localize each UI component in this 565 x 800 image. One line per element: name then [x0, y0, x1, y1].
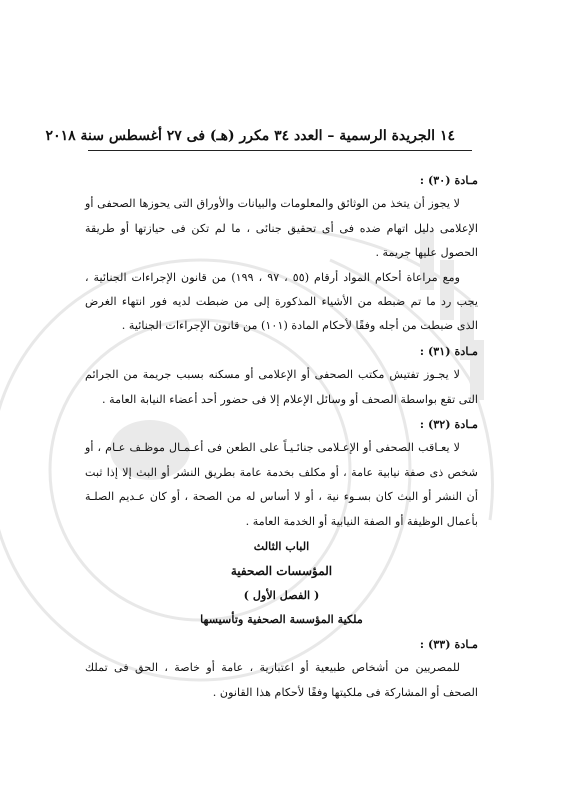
- article-33-paragraph: للمصريين من أشخاص طبيعية أو اعتبارية ، عامة أو خاصة ، الحق فى تملك الصحف أو المشاركة فى ملكيتها وفقًا لأحكام هذا القانون .: [85, 661, 478, 699]
- article-31-paragraph: لا يجـوز تفتيش مكتب الصحفى أو الإعلامى أو مسكنه بسبب جريمة من الجرائم التى تقع بواسطة الصحف أو وسائل الإعلام إلا فى حضور أحد أعضاء النيابة العامة .: [85, 368, 478, 406]
- article-heading-33: مـادة (٣٣) :: [419, 636, 478, 651]
- article-heading-30: مـادة (٣٠) :: [419, 173, 478, 187]
- chapter-subtitle: ملكية المؤسسة الصحفية وتأسيسها: [200, 612, 363, 627]
- header-rule: [88, 150, 472, 151]
- article-heading-32: مـادة (٣٢) :: [419, 417, 478, 432]
- chapter-title: ( الفصل الأول ): [243, 587, 320, 602]
- article-30-paragraph-2: ومع مراعاة أحكام المواد أرقام (٥٥ ، ٩٧ ، ١٩٩) من قانون الإجراءات الجنائية ، يجب رد ما تم ضبطه من الأشياء المذكورة إلى من ضبطت لديه فور انتهاء الغرض الذى ضبطت من أجله وفقًا لأحكام المادة (١٠١) من قانون الإجراءات الجنائية .: [85, 270, 478, 333]
- part-title: الباب الثالث: [253, 539, 310, 554]
- article-heading-31: مـادة (٣١) :: [419, 343, 478, 358]
- article-30-paragraph-1: لا يجوز أن يتخذ من الوثائق والمعلومات والبيانات والأوراق التى يحوزها الصحفى أو الإعلامى دليل اتهام ضده فى أى تحقيق جنائى ، ما لم تكن فى حيازتها أو طريقة الحصول عليها جريمة .: [85, 197, 478, 260]
- page-body: [85, 168, 478, 705]
- page-header: ١٤ الجريدة الرسمية – العدد ٣٤ مكرر (هـ) فى ٢٧ أغسطس سنة ٢٠١٨: [45, 128, 455, 144]
- article-32-paragraph: لا يعـاقب الصحفى أو الإعـلامى جنائـيـاً على الطعن فى أعـمـال موظـف عـام ، أو شخص ذى صفة نيابية عامة ، أو مكلف بخدمة عامة بطريق النشر أو البث إلا إذا ثبت أن النشر أو البث كان بسـوء نية ، أو لا أساس له من الصحة ، أو كان عـديم الصلـة بأعمال الوظيفة أو الصفة النيابية أو الخدمة العامة .: [85, 441, 478, 528]
- part-subtitle: المؤسسات الصحفية: [230, 563, 333, 578]
